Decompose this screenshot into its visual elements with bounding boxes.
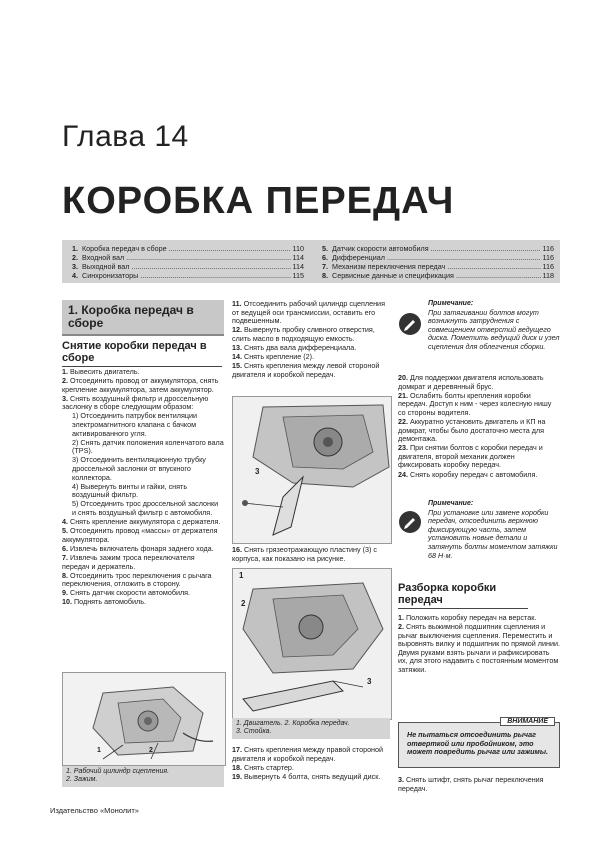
toc-item: 2. Входной вал ..... 114 xyxy=(66,253,304,262)
step: 3) Отсоединить вентиляционную трубку дроссельной заслонки от впускного коллектора. xyxy=(72,455,206,482)
toc-item: 1. Коробка передач в сборе ..... 110 xyxy=(66,244,304,253)
chapter-label: Глава 14 xyxy=(62,120,189,153)
pencil-note-icon xyxy=(398,312,422,336)
note-heading: Примечание: xyxy=(428,500,474,507)
step: 10. Поднять автомобиль. xyxy=(62,597,146,607)
steps-column-2-bottom xyxy=(232,746,390,782)
step: 5. Отсоединить провод «массы» от держателя аккумулятора. xyxy=(62,526,218,544)
step: 2. Снять выжимной подшипник сцепления и рычаг выключения сцепления. Переместить и выровнять вилку и подшипник по прямой линии. Двумя руками взять рычаги и рафиксировать их, для этого надавить с постоянным моментом затяжки. xyxy=(398,622,561,675)
step: 21. Ослабить болты крепления коробки передач. Доступ к ним - через колесную нишу со стороны водителя. xyxy=(398,390,552,417)
callout-3: 3 xyxy=(255,467,260,476)
steps-column-3 xyxy=(398,374,560,480)
step: 23. При снятии болтов с коробки передач и двигателя, второй механик должен фиксировать коробку передач. xyxy=(398,443,543,470)
section-heading: 1. Коробка передач в сборе xyxy=(62,300,224,336)
step: 15. Снять крепления между левой стороной двигателя и коробкой передач. xyxy=(232,361,380,379)
figure-engine-gearbox xyxy=(232,568,392,720)
note-heading: Примечание: xyxy=(428,300,474,307)
figure-caption: 1. Двигатель. 2. Коробка передач. 3. Стойка. xyxy=(232,718,390,739)
step: 3. Снять воздушный фильтр и дроссельную заслонку в сборе следующим образом: xyxy=(62,393,209,412)
figure-splash-plate xyxy=(232,396,392,544)
step: 14. Снять крепление (2). xyxy=(232,352,315,362)
step: 3. Снять штифт, снять рычаг переключения передач. xyxy=(398,775,544,793)
step: 8. Отсоединить трос переключения с рычага переключения, отложить в сторону. xyxy=(62,570,212,589)
step: 4) Вывернуть винты и гайки, снять воздушный фильтр. xyxy=(72,481,188,500)
step: 11. Отсоединить рабочий цилиндр сцепления от ведущей оси трансмиссии, оставить его подвешенным. xyxy=(232,299,385,326)
figure-caption: 1. Рабочий цилиндр сцепления. 2. Зажим. xyxy=(62,766,224,787)
toc-item: 4. Синхронизаторы ..... 115 xyxy=(66,271,304,280)
toc-item: 5. Датчик скорости автомобиля ..... 116 xyxy=(316,244,554,253)
step: 17. Снять крепления между правой стороной двигателя и коробкой передач. xyxy=(232,745,384,763)
page-title: КОРОБКА ПЕРЕДАЧ xyxy=(62,180,455,222)
toc-item: 3. Выходной вал ..... 114 xyxy=(66,262,304,271)
note-text: При затягивании болтов могут возникнуть затруднения с совмещением отверстий ведущего диска. Пометить ведущий диск и узел сцепления для облегчения сборки. xyxy=(428,307,560,351)
step: 2. Отсоединить провод от аккумулятора, снять крепление аккумулятора, затем аккумулятор. xyxy=(62,376,219,394)
step: 4. Снять крепление аккумулятора с держателя. xyxy=(62,517,221,527)
figure-illustration xyxy=(233,569,391,719)
step: 6. Извлечь включатель фонаря заднего хода. xyxy=(62,543,214,553)
steps-column-3b xyxy=(398,614,560,675)
step: 13. Снять два вала дифференциала. xyxy=(232,342,357,352)
warning-heading: ВНИМАНИЕ xyxy=(500,717,555,726)
steps-column-1 xyxy=(62,368,224,608)
callout-2: 2 xyxy=(241,599,246,608)
figure-illustration xyxy=(63,673,225,765)
step: 1) Отсоединить патрубок вентиляции электромагнитного клапана с бачком активированного угля. xyxy=(72,411,198,438)
step: 9. Снять датчик скорости автомобиля. xyxy=(62,588,191,598)
table-of-contents xyxy=(62,240,560,283)
toc-item: 8. Сервисные данные и спецификация ..... 118 xyxy=(316,271,554,280)
callout-3: 3 xyxy=(367,677,372,686)
step: 7. Извлечь зажим троса переключателя передач и держатель. xyxy=(62,552,195,571)
toc-item: 6. Дифференциал ..... 116 xyxy=(316,253,554,262)
step-3 xyxy=(398,776,560,794)
figure-clutch-cylinder xyxy=(62,672,226,766)
step: 5) Отсоединить трос дроссельной заслонки и снять воздушный фильтр с автомобиля. xyxy=(72,499,219,517)
step: 22. Аккуратно установить двигатель и КП на домкрат, чтобы было достаточно места для демонтажа. xyxy=(398,416,546,444)
note-1 xyxy=(398,300,560,352)
publisher-footer: Издательство «Монолит» xyxy=(50,806,139,815)
step: 12. Вывернуть пробку сливного отверстия, слить масло в подходящую емкость. xyxy=(232,325,375,343)
warning-box xyxy=(398,718,560,768)
note-2 xyxy=(398,500,560,560)
callout-1: 1 xyxy=(97,747,101,754)
step: 2) Снять датчик положения коленчатого вала (TPS). xyxy=(72,437,224,456)
step: 19. Вывернуть 4 болта, снять ведущий диск. xyxy=(232,771,381,781)
steps-column-2-top xyxy=(232,300,390,380)
toc-item: 7. Механизм переключения передач ..... 116 xyxy=(316,262,554,271)
step-16 xyxy=(232,546,390,564)
subsection-heading: Разборка коробки передач xyxy=(398,582,528,609)
step: 18. Снять стартер. xyxy=(232,762,294,772)
callout-1: 1 xyxy=(239,571,244,580)
step: 24. Снять коробку передач с автомобиля. xyxy=(398,469,538,479)
step: 20. Для поддержки двигателя использовать домкрат и деревянный брус. xyxy=(398,373,544,391)
note-text: При установке или замене коробки передач, отсоединить верхнюю фиксирующую часть, затем установить новые детали и затянуть болты моментом затяжки 68 Н·м. xyxy=(428,507,558,560)
warning-text: Не пытаться отсоединить рычаг отверткой или пробойником, это может повредить рычаг или зажимы. xyxy=(407,730,548,757)
callout-2: 2 xyxy=(149,747,153,754)
subsection-heading: Снятие коробки передач в сборе xyxy=(62,340,222,367)
pencil-note-icon xyxy=(398,510,422,534)
step: 16. Снять грязеотражающую пластину (3) с корпуса, как показано на рисунке. xyxy=(232,545,377,563)
step: 1. Положить коробку передач на верстак. xyxy=(398,613,537,622)
step: 1. Вывесить двигатель. xyxy=(62,367,140,376)
